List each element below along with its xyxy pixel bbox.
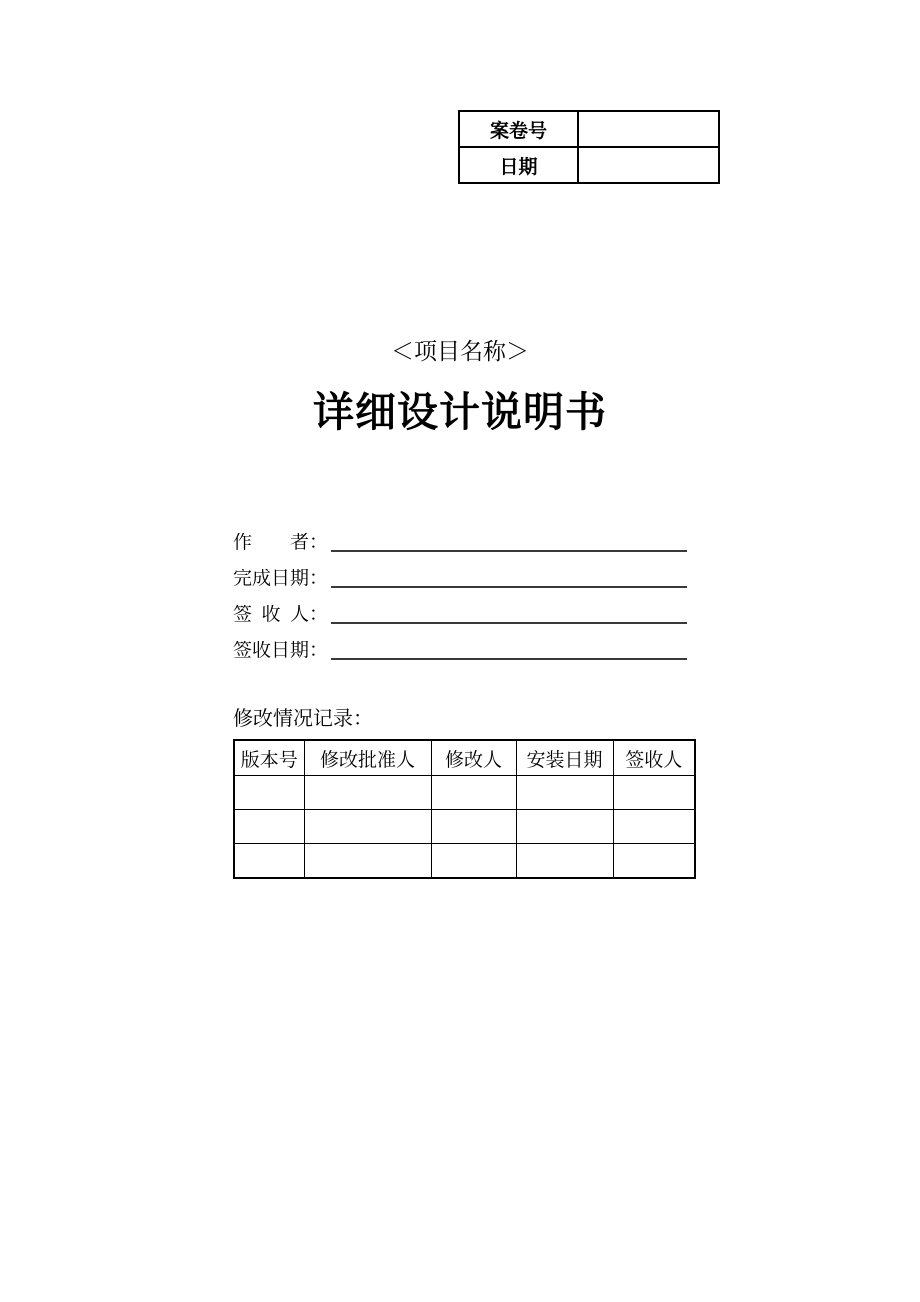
recipient-label: 签收人: [233, 605, 309, 624]
receipt-date-fill-in-line: [331, 654, 687, 660]
table-row: [234, 776, 695, 810]
table-cell: [304, 776, 431, 810]
archive-number-label: 案卷号: [459, 111, 578, 147]
table-cell: [431, 776, 516, 810]
field-colon: ：: [309, 640, 329, 661]
author-label: 作者: [233, 533, 309, 552]
table-cell: [516, 776, 613, 810]
doc-number-table: [458, 110, 720, 184]
header-install-date: 安装日期: [516, 740, 613, 776]
header-change-approver: 修改批准人: [304, 740, 431, 776]
archive-number-value: [578, 111, 719, 147]
form-row-completion-date: [233, 565, 687, 601]
table-cell: [234, 810, 304, 844]
field-colon: ：: [309, 568, 329, 589]
document-title: 详细设计说明书: [313, 389, 607, 435]
author-fill-in-line: [331, 546, 687, 552]
project-name-placeholder: ＜项目名称＞: [391, 339, 529, 364]
table-cell: [613, 844, 695, 879]
table-cell: [516, 810, 613, 844]
form-row-author: [233, 529, 687, 565]
table-cell: [613, 776, 695, 810]
form-row-receipt-date: [233, 637, 687, 673]
table-header-row: [234, 740, 695, 776]
revision-record-table: [233, 739, 696, 879]
header-modifier: 修改人: [431, 740, 516, 776]
table-row: [459, 147, 719, 183]
table-cell: [234, 844, 304, 879]
receipt-date-label: 签收日期: [233, 641, 309, 660]
revision-record-caption: 修改情况记录：: [233, 708, 373, 730]
header-version-number: 版本号: [234, 740, 304, 776]
field-colon: ：: [309, 532, 329, 553]
table-row: [234, 844, 695, 879]
completion-date-label: 完成日期: [233, 569, 309, 588]
table-cell: [234, 776, 304, 810]
table-cell: [613, 810, 695, 844]
header-recipient: 签收人: [613, 740, 695, 776]
table-row: [234, 810, 695, 844]
recipient-fill-in-line: [331, 618, 687, 624]
completion-date-fill-in-line: [331, 582, 687, 588]
table-cell: [516, 844, 613, 879]
table-cell: [431, 810, 516, 844]
table-cell: [304, 810, 431, 844]
field-colon: ：: [309, 604, 329, 625]
table-cell: [431, 844, 516, 879]
table-cell: [304, 844, 431, 879]
date-label: 日期: [459, 147, 578, 183]
signature-form: [233, 529, 687, 673]
table-row: [459, 111, 719, 147]
date-value: [578, 147, 719, 183]
form-row-recipient: [233, 601, 687, 637]
